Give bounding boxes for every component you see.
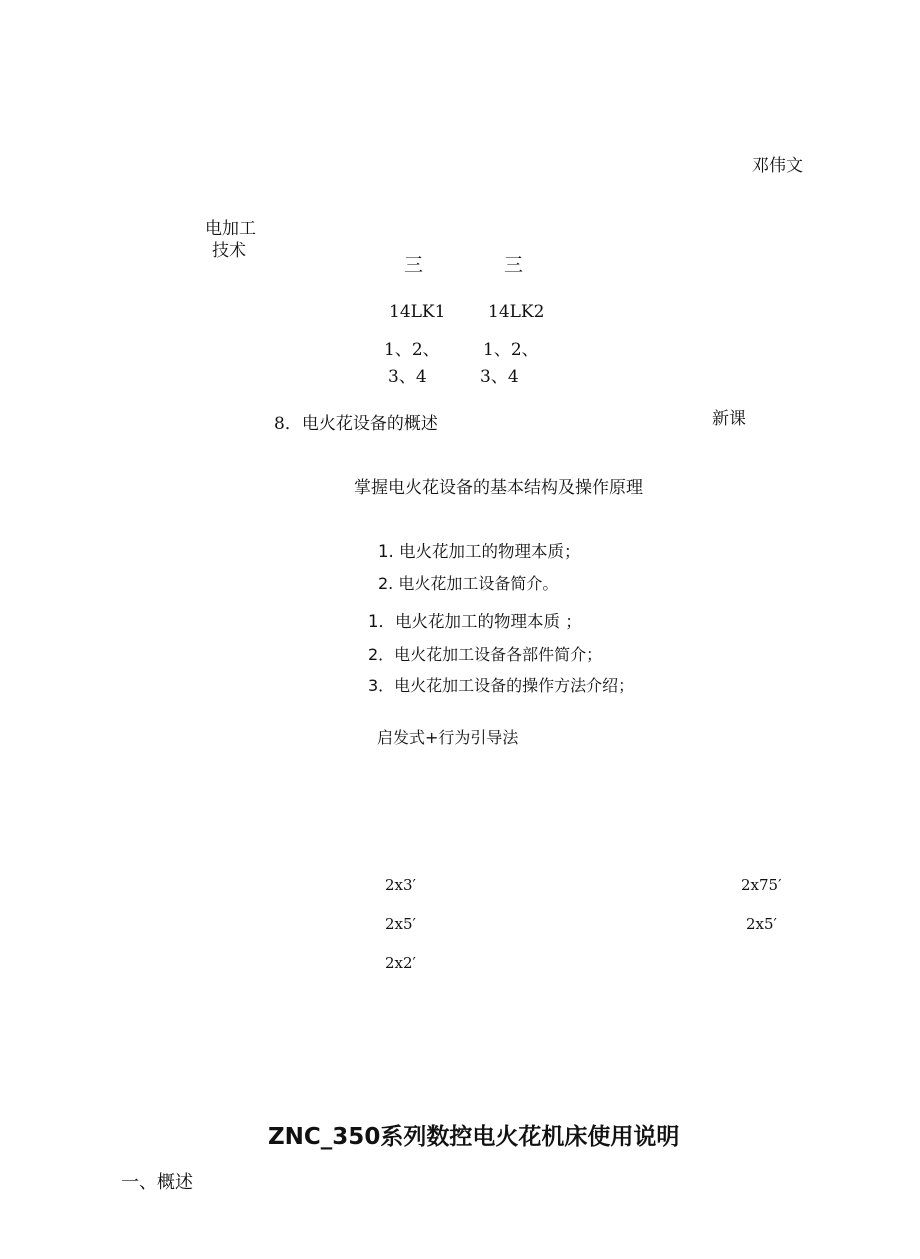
difficult-point-1: 1．电火花加工的物理本质 ； — [368, 612, 582, 631]
lesson-type: 新课 — [712, 409, 746, 429]
time-left-3: 2x2′ — [385, 954, 416, 972]
period-col2-line1: 1、2、 — [483, 340, 539, 360]
time-left-1: 2x3′ — [385, 876, 416, 894]
teacher-name: 邓伟文 — [752, 156, 803, 176]
period-col1-line1: 1、2、 — [384, 340, 440, 360]
teaching-method: 启发式+行为引导法 — [377, 728, 519, 747]
grade-col1: 三 — [404, 254, 424, 276]
class-col1: 14LK1 — [389, 302, 446, 322]
period-col1-line2: 3、4 — [388, 367, 427, 387]
time-right-1: 2x75′ — [741, 876, 782, 894]
section-heading-overview: 一、概述 — [121, 1172, 193, 1193]
document-title: ZNC_350系列数控电火花机床使用说明 — [268, 1124, 680, 1150]
key-point-1: 1. 电火花加工的物理本质； — [378, 542, 581, 561]
course-name-line2: 技术 — [212, 241, 246, 261]
difficult-point-2: 2．电火花加工设备各部件简介； — [368, 645, 603, 664]
time-left-2: 2x5′ — [385, 915, 416, 933]
time-right-2: 2x5′ — [746, 915, 777, 933]
lesson-objective: 掌握电火花设备的基本结构及操作原理 — [354, 478, 643, 498]
period-col2-line2: 3、4 — [480, 367, 519, 387]
class-col2: 14LK2 — [488, 302, 545, 322]
grade-col2: 三 — [504, 254, 524, 276]
key-point-2: 2. 电火花加工设备简介。 — [378, 574, 559, 593]
difficult-point-3: 3．电火花加工设备的操作方法介绍； — [368, 676, 635, 695]
lesson-topic: 8．电火花设备的概述 — [274, 414, 438, 434]
course-name-line1: 电加工 — [205, 219, 256, 239]
